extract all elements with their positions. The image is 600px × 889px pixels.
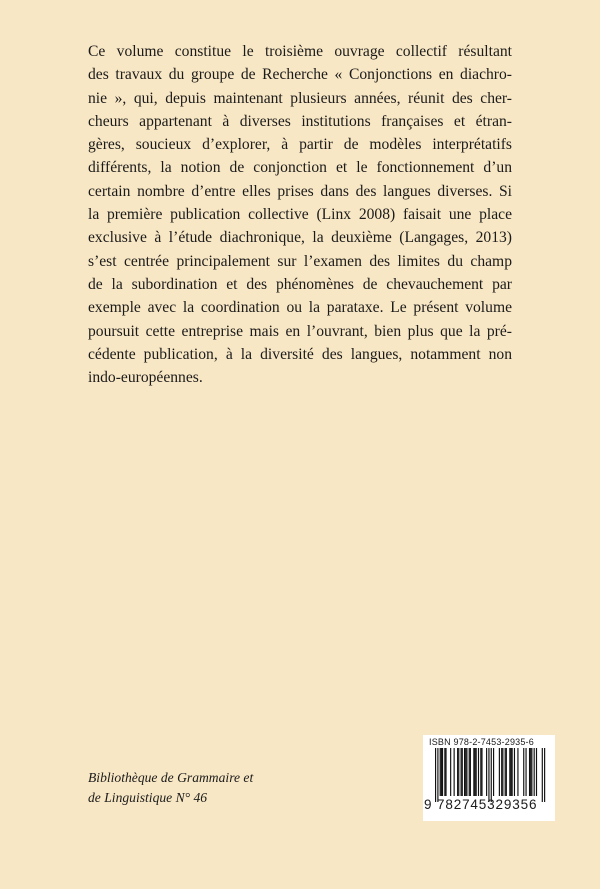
barcode-bar (536, 748, 537, 796)
barcode-bar (486, 748, 487, 796)
barcode-bar (505, 748, 506, 796)
barcode-bar (441, 748, 442, 796)
barcode-bar (442, 748, 443, 796)
blurb-line: nie », qui, depuis maintenant plusieurs années, réunit des cher- (88, 89, 512, 107)
blurb-line: des travaux du groupe de Recherche « Conjonctions en diachro- (88, 66, 512, 84)
blurb-line: indo-européennes. (88, 369, 203, 387)
isbn-label: ISBN 978-2-7453-2935-6 (429, 737, 534, 747)
blurb-line: exclusive à l’étude diachronique, la deuxième (Langages, 2013) (88, 229, 512, 247)
barcode-bar (531, 748, 532, 796)
ean-remaining-digits: 782745329356 (437, 797, 538, 812)
blurb-line: de la subordination et des phénomènes de chevauchement par (88, 275, 512, 293)
barcode-bar (512, 748, 513, 796)
barcode-bar (517, 748, 518, 796)
barcode-bar (476, 748, 477, 796)
barcode-bar (506, 748, 507, 796)
series-title (88, 768, 253, 807)
blurb-line: différents, la notion de conjonction et le fonctionnement d’un (88, 159, 512, 177)
barcode-bar (473, 748, 474, 796)
barcode-bar (480, 748, 481, 796)
blurb-line: cheurs appartenant à diverses institutions françaises et étran- (88, 112, 512, 130)
barcode-bar (530, 748, 531, 796)
barcode-icon (423, 748, 555, 804)
isbn-barcode (423, 735, 555, 821)
barcode-bar (481, 748, 482, 796)
barcode-bar (444, 748, 445, 796)
barcode-bar (499, 748, 500, 796)
barcode-bar (478, 748, 479, 796)
barcode-bar (509, 748, 510, 796)
barcode-bar (458, 748, 459, 796)
barcode-bar (542, 748, 543, 802)
barcode-bar (501, 748, 502, 796)
barcode-bar (510, 748, 511, 796)
barcode-bar (465, 748, 466, 796)
barcode-bar (474, 748, 475, 796)
barcode-bar (470, 748, 471, 796)
blurb-line: s’est centrée principalement sur l’examen des limites du champ (88, 252, 512, 270)
barcode-bar (491, 748, 492, 802)
blurb-line: gères, soucieux d’explorer, à partir de modèles interprétatifs (88, 136, 512, 154)
blurb-line: poursuit cette entreprise mais en l’ouvrant, bien plus que la pré- (88, 322, 512, 340)
blurb-line: cédente publication, à la diversité des langues, notamment non (88, 345, 512, 363)
barcode-bar (440, 748, 441, 796)
barcode-bar (457, 748, 458, 796)
barcode-bar (523, 748, 524, 796)
blurb-line: Ce volume constitue le troisième ouvrage collectif résultant (88, 43, 512, 60)
barcode-bar (544, 748, 545, 802)
barcode-bar (502, 748, 503, 796)
barcode-bar (464, 748, 465, 796)
barcode-bar (525, 748, 526, 796)
barcode-bar (493, 748, 494, 796)
barcode-bar (437, 748, 438, 802)
blurb-line: la première publication collective (Linx 2008) faisait une place (88, 206, 512, 224)
ean-first-digit: 9 (424, 797, 432, 812)
barcode-bar (454, 748, 455, 796)
blurb-line: exemple avec la coordination ou la parataxe. Le présent volume (88, 299, 512, 317)
blurb-line: certain nombre d’entre elles prises dans des langues diverses. Si (88, 182, 512, 200)
barcode-bar (529, 748, 530, 796)
barcode-bar (462, 748, 463, 796)
barcode-bar (488, 748, 489, 802)
barcode-bar (435, 748, 436, 802)
barcode-bar (461, 748, 462, 796)
barcode-bar (514, 748, 515, 796)
barcode-bar (450, 748, 451, 796)
barcode-bar (534, 748, 535, 796)
back-cover-blurb (88, 40, 512, 389)
series-line-2: de Linguistique N° 46 (88, 789, 208, 805)
series-line-1: Bibliothèque de Grammaire et (88, 770, 254, 785)
barcode-bar (469, 748, 470, 796)
barcode-bar (466, 748, 467, 796)
barcode-bar (445, 748, 446, 796)
